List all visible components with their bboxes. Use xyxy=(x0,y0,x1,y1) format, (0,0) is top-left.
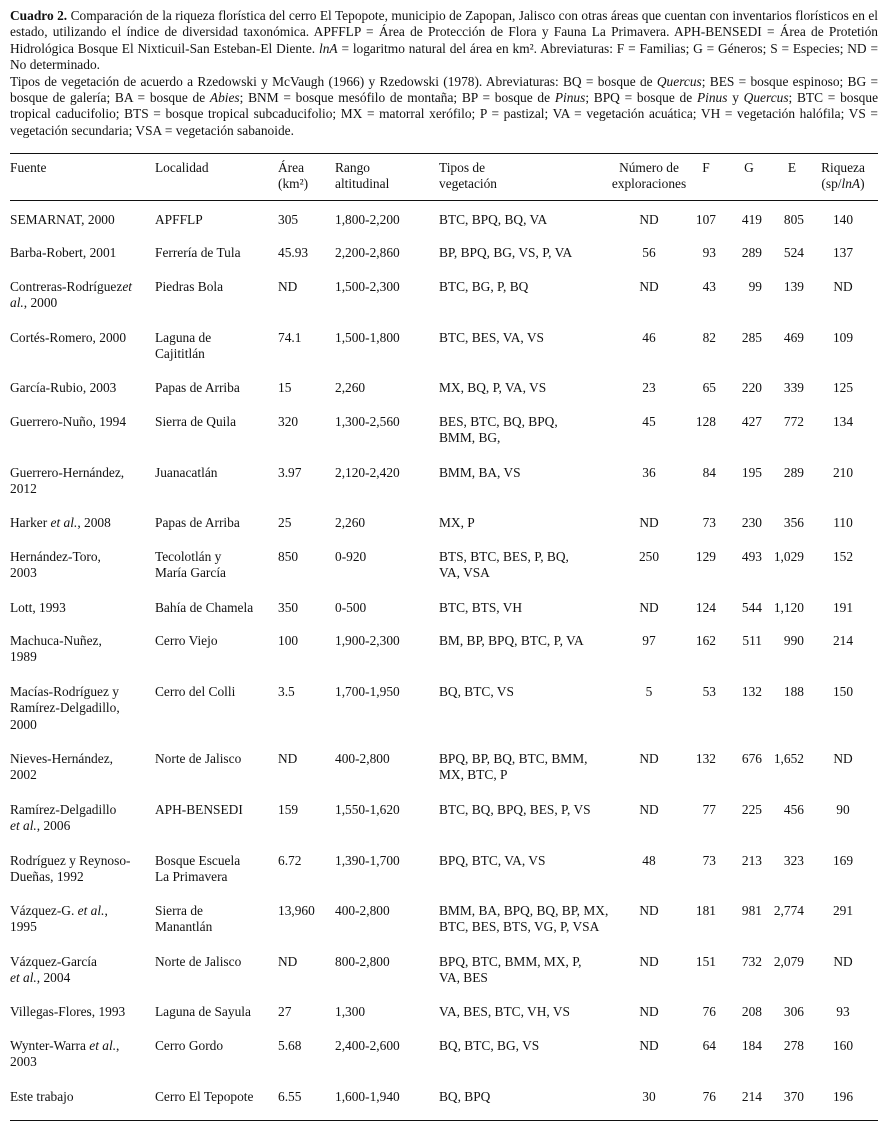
cell-area: 45.93 xyxy=(278,245,309,260)
cell-rango: 0-920 xyxy=(335,549,367,564)
cell-tipos: BTC, BTS, VH xyxy=(439,600,523,615)
cell-f: 43 xyxy=(702,279,716,294)
cell-rango: 1,550-1,620 xyxy=(335,802,400,817)
cell-num: ND xyxy=(639,1038,659,1053)
cell-area: 5.68 xyxy=(278,1038,302,1053)
caption-text: ; BTC = bosque tropical caducifolio; BTS = bosque tropical subcaducifolio; MX = matorral xerófilo; P = pastizal; VA = vegetación acuática; VH = vegetación halófila; VS = vegetación secundaria; VSA = vegetación sabanoide. xyxy=(10,90,879,138)
cell-g: 195 xyxy=(741,465,762,480)
cell-riq: 191 xyxy=(832,600,854,615)
cell-area: 15 xyxy=(278,380,292,395)
caption-paragraph-1 xyxy=(10,8,878,74)
cell-fuente: Nieves-Hernández, 2002 xyxy=(10,751,113,783)
cell-e: 339 xyxy=(783,380,804,395)
caption-text: = logaritmo natural del área en km². Abreviaturas: F = Familias; G = Géneros; S = Especies; ND = No determinado. xyxy=(10,40,878,73)
cell-e: 323 xyxy=(783,853,804,868)
cell-riq: 152 xyxy=(832,549,854,564)
cell-e: 524 xyxy=(783,245,804,260)
cell-e: 805 xyxy=(783,212,804,227)
caption-text: ; BES = bosque espinoso; BG = bosque de galería; BA = bosque de xyxy=(10,73,878,106)
cell-localidad: Sierra de Quila xyxy=(155,414,237,429)
cell-e: 469 xyxy=(783,330,804,345)
cell-e: 370 xyxy=(783,1089,804,1104)
cell-rango: 400-2,800 xyxy=(335,751,390,766)
caption-text: Tipos de vegetación de acuerdo a Rzedowski y McVaugh (1966) y Rzedowski (1978). Abreviaturas: BQ = bosque de xyxy=(10,73,653,89)
cell-f: 124 xyxy=(695,600,716,615)
cell-fuente: Villegas-Flores, 1993 xyxy=(10,1004,126,1019)
cell-f: 93 xyxy=(702,245,716,260)
cell-rango: 1,390-1,700 xyxy=(335,853,400,868)
cell-rango: 2,400-2,600 xyxy=(335,1038,400,1053)
header-tipos: Tipos de vegetación xyxy=(439,160,497,192)
table-top-rule xyxy=(10,153,878,154)
cell-rango: 2,260 xyxy=(335,380,366,395)
cell-e: 456 xyxy=(783,802,804,817)
caption-text: ; BPQ = bosque de xyxy=(585,90,693,106)
header-e: E xyxy=(787,160,797,175)
caption-text: ; BNM = bosque mesófilo de montaña; BP = bosque de xyxy=(239,90,551,106)
caption-text: Comparación de la riqueza florística del cerro El Tepopote, municipio de Zapopan, Jalisco con otras áreas que cuentan con inventarios florísticos en el estado, utilizando el índice de diversidad taxonómica. APFFLP = Área de Protección de Flora y Fauna La Primavera. APH-BENSEDI = Área de Protetión Hidrológica Bosque El Nixticuil-San Esteban-El Diente. xyxy=(10,8,878,56)
cell-g: 184 xyxy=(741,1038,762,1053)
cell-fuente: Vázquez-G. et al., 1995 xyxy=(10,903,108,935)
caption-text: y xyxy=(732,90,739,106)
cell-e: 1,029 xyxy=(773,549,804,564)
cell-fuente: Machuca-Nuñez, 1989 xyxy=(10,633,102,665)
cell-localidad: Cerro del Colli xyxy=(155,684,236,699)
cell-tipos: VA, BES, BTC, VH, VS xyxy=(439,1004,570,1019)
cell-fuente: Ramírez-Delgadillo et al., 2006 xyxy=(10,802,117,834)
cell-f: 181 xyxy=(695,903,716,918)
cell-f: 162 xyxy=(695,633,716,648)
cell-rango: 1,500-2,300 xyxy=(335,279,400,294)
cell-e: 139 xyxy=(783,279,804,294)
cell-num: 36 xyxy=(642,465,656,480)
cell-rango: 1,700-1,950 xyxy=(335,684,400,699)
cell-tipos: BMM, BA, BPQ, BQ, BP, MX, BTC, BES, BTS, VG, P, VSA xyxy=(439,903,609,935)
cell-num: ND xyxy=(639,600,659,615)
cell-g: 220 xyxy=(741,380,762,395)
cell-num: ND xyxy=(639,954,659,969)
cell-g: 230 xyxy=(741,515,762,530)
cell-localidad: Sierra de Manantlán xyxy=(155,903,213,935)
cell-area: 74.1 xyxy=(278,330,302,345)
cell-riq: 169 xyxy=(832,853,854,868)
cell-g: 427 xyxy=(741,414,762,429)
cell-e: 1,120 xyxy=(773,600,804,615)
cell-tipos: BPQ, BP, BQ, BTC, BMM, MX, BTC, P xyxy=(439,751,588,783)
header-rango: Rango altitudinal xyxy=(335,160,390,192)
table-header-rule xyxy=(10,200,878,201)
cell-e: 289 xyxy=(783,465,804,480)
cell-localidad: Bahía de Chamela xyxy=(155,600,254,615)
cell-rango: 2,200-2,860 xyxy=(335,245,400,260)
cell-localidad: APFFLP xyxy=(155,212,203,227)
cell-riq: 214 xyxy=(832,633,854,648)
cell-tipos: MX, BQ, P, VA, VS xyxy=(439,380,547,395)
cell-num: 45 xyxy=(642,414,656,429)
cell-tipos: BTC, BG, P, BQ xyxy=(439,279,529,294)
cell-num: 30 xyxy=(642,1089,656,1104)
cell-num: 46 xyxy=(642,330,656,345)
caption-taxon: Pinus xyxy=(554,90,586,106)
cell-rango: 1,800-2,200 xyxy=(335,212,400,227)
cell-area: 25 xyxy=(278,515,292,530)
cell-g: 214 xyxy=(741,1089,762,1104)
cell-riq: 291 xyxy=(832,903,854,918)
cell-tipos: BTC, BES, VA, VS xyxy=(439,330,544,345)
cell-tipos: BTC, BQ, BPQ, BES, P, VS xyxy=(439,802,591,817)
cell-riq: 140 xyxy=(832,212,854,227)
cell-f: 132 xyxy=(695,751,716,766)
cell-num: 48 xyxy=(642,853,656,868)
cell-f: 151 xyxy=(695,954,716,969)
cell-rango: 800-2,800 xyxy=(335,954,390,969)
cell-localidad: Papas de Arriba xyxy=(155,515,240,530)
header-localidad: Localidad xyxy=(155,160,209,175)
cell-num: 56 xyxy=(642,245,656,260)
cell-tipos: MX, P xyxy=(439,515,475,530)
cell-rango: 2,260 xyxy=(335,515,366,530)
cell-g: 132 xyxy=(741,684,762,699)
cell-e: 188 xyxy=(783,684,804,699)
cell-fuente: Guerrero-Hernández, 2012 xyxy=(10,465,125,497)
cell-g: 493 xyxy=(741,549,762,564)
cell-rango: 1,500-1,800 xyxy=(335,330,400,345)
cell-e: 2,079 xyxy=(773,954,804,969)
cell-riq: ND xyxy=(833,751,853,766)
cell-f: 128 xyxy=(695,414,716,429)
cell-e: 1,652 xyxy=(773,751,804,766)
cell-area: 100 xyxy=(278,633,299,648)
cell-area: 13,960 xyxy=(278,903,315,918)
cell-localidad: Juanacatlán xyxy=(155,465,218,480)
cell-fuente: Este trabajo xyxy=(10,1089,74,1104)
caption-label: Cuadro 2. xyxy=(10,8,68,23)
caption-taxon: Abies xyxy=(209,90,240,106)
cell-f: 76 xyxy=(702,1089,716,1104)
cell-num: 23 xyxy=(642,380,656,395)
cell-rango: 400-2,800 xyxy=(335,903,390,918)
cell-riq: 109 xyxy=(832,330,854,345)
cell-area: 3.5 xyxy=(278,684,295,699)
cell-area: ND xyxy=(278,279,298,294)
cell-area: 6.72 xyxy=(278,853,302,868)
cell-riq: 134 xyxy=(832,414,854,429)
cell-area: 6.55 xyxy=(278,1089,302,1104)
table-caption xyxy=(10,8,878,139)
cell-tipos: BQ, BPQ xyxy=(439,1089,491,1104)
cell-area: 350 xyxy=(278,600,299,615)
cell-tipos: BPQ, BTC, VA, VS xyxy=(439,853,546,868)
cell-num: ND xyxy=(639,279,659,294)
cell-riq: ND xyxy=(833,279,853,294)
cell-rango: 1,300 xyxy=(335,1004,366,1019)
cell-area: 320 xyxy=(278,414,299,429)
cell-localidad: Cerro Gordo xyxy=(155,1038,224,1053)
cell-riq: 160 xyxy=(832,1038,854,1053)
cell-f: 77 xyxy=(702,802,716,817)
cell-area: 159 xyxy=(278,802,299,817)
cell-area: 27 xyxy=(278,1004,292,1019)
cell-g: 225 xyxy=(741,802,762,817)
cell-fuente: Vázquez-García et al., 2004 xyxy=(10,954,97,986)
cell-e: 772 xyxy=(783,414,804,429)
cell-tipos: BQ, BTC, BG, VS xyxy=(439,1038,540,1053)
cell-riq: 90 xyxy=(836,802,850,817)
cell-localidad: APH-BENSEDI xyxy=(155,802,243,817)
caption-taxon: Pinus xyxy=(696,90,728,106)
cell-f: 76 xyxy=(702,1004,716,1019)
cell-rango: 0-500 xyxy=(335,600,367,615)
cell-rango: 1,300-2,560 xyxy=(335,414,400,429)
cell-localidad: Norte de Jalisco xyxy=(155,751,242,766)
cell-g: 732 xyxy=(741,954,762,969)
cell-f: 53 xyxy=(702,684,716,699)
cell-num: 5 xyxy=(645,684,653,699)
cell-num: 97 xyxy=(642,633,656,648)
cell-riq: 150 xyxy=(832,684,854,699)
cell-riq: 110 xyxy=(833,515,853,530)
cell-tipos: BP, BPQ, BG, VS, P, VA xyxy=(439,245,573,260)
cell-g: 213 xyxy=(741,853,762,868)
cell-g: 544 xyxy=(741,600,762,615)
cell-tipos: BTC, BPQ, BQ, VA xyxy=(439,212,548,227)
cell-rango: 1,600-1,940 xyxy=(335,1089,400,1104)
cell-localidad: Ferrería de Tula xyxy=(155,245,241,260)
cell-f: 84 xyxy=(702,465,716,480)
header-fuente: Fuente xyxy=(10,160,47,175)
cell-fuente: Cortés-Romero, 2000 xyxy=(10,330,127,345)
cell-e: 306 xyxy=(783,1004,804,1019)
cell-e: 356 xyxy=(783,515,804,530)
cell-tipos: BES, BTC, BQ, BPQ, BMM, BG, xyxy=(439,414,558,446)
cell-f: 64 xyxy=(702,1038,716,1053)
cell-fuente: Hernández-Toro, 2003 xyxy=(10,549,101,581)
cell-f: 73 xyxy=(702,853,716,868)
caption-lnA: lnA xyxy=(318,40,338,56)
cell-f: 82 xyxy=(702,330,716,345)
cell-f: 73 xyxy=(702,515,716,530)
cell-fuente: Contreras-Rodríguezet al., 2000 xyxy=(10,279,132,311)
cell-fuente: García-Rubio, 2003 xyxy=(10,380,117,395)
cell-g: 676 xyxy=(741,751,762,766)
cell-localidad: Cerro Viejo xyxy=(155,633,218,648)
cell-g: 419 xyxy=(741,212,762,227)
cell-tipos: BQ, BTC, VS xyxy=(439,684,514,699)
header-riqueza: Riqueza (sp/lnA) xyxy=(821,160,865,192)
cell-riq: 210 xyxy=(832,465,854,480)
cell-num: ND xyxy=(639,751,659,766)
cell-fuente: SEMARNAT, 2000 xyxy=(10,212,115,227)
cell-tipos: BMM, BA, VS xyxy=(439,465,521,480)
cell-localidad: Tecolotlán y María García xyxy=(155,549,227,581)
cell-area: 3.97 xyxy=(278,465,302,480)
cell-f: 107 xyxy=(695,212,716,227)
cell-num: ND xyxy=(639,802,659,817)
cell-num: ND xyxy=(639,212,659,227)
cell-rango: 2,120-2,420 xyxy=(335,465,400,480)
cell-g: 511 xyxy=(742,633,762,648)
cell-f: 65 xyxy=(702,380,716,395)
cell-e: 278 xyxy=(783,1038,804,1053)
header-exploraciones: Número de exploraciones xyxy=(611,160,687,192)
cell-fuente: Lott, 1993 xyxy=(10,600,66,615)
header-g: G xyxy=(744,160,754,175)
cell-fuente: Harker et al., 2008 xyxy=(10,515,111,530)
cell-area: ND xyxy=(278,954,298,969)
cell-e: 2,774 xyxy=(773,903,804,918)
cell-e: 990 xyxy=(783,633,804,648)
cell-fuente: Wynter-Warra et al., 2003 xyxy=(10,1038,120,1070)
cell-g: 285 xyxy=(741,330,762,345)
cell-fuente: Rodríguez y Reynoso- Dueñas, 1992 xyxy=(10,853,131,885)
cell-g: 208 xyxy=(741,1004,762,1019)
cell-num: ND xyxy=(639,1004,659,1019)
caption-taxon: Quercus xyxy=(656,73,702,89)
cell-riq: 125 xyxy=(832,380,854,395)
cell-fuente: Macías-Rodríguez y Ramírez-Delgadillo, 2000 xyxy=(10,684,120,732)
cell-riq: ND xyxy=(833,954,853,969)
cell-localidad: Laguna de Cajititlán xyxy=(155,330,212,362)
cell-area: ND xyxy=(278,751,298,766)
caption-taxon: Quercus xyxy=(743,90,789,106)
cell-rango: 1,900-2,300 xyxy=(335,633,400,648)
cell-area: 305 xyxy=(278,212,299,227)
header-area: Área (km²) xyxy=(278,160,309,192)
cell-num: ND xyxy=(639,903,659,918)
cell-fuente: Barba-Robert, 2001 xyxy=(10,245,117,260)
cell-tipos: BTS, BTC, BES, P, BQ, VA, VSA xyxy=(439,549,569,581)
cell-localidad: Piedras Bola xyxy=(155,279,224,294)
cell-localidad: Norte de Jalisco xyxy=(155,954,242,969)
caption-paragraph-2 xyxy=(10,74,878,140)
cell-num: 250 xyxy=(638,549,660,564)
cell-riq: 196 xyxy=(832,1089,854,1104)
cell-riq: 137 xyxy=(832,245,854,260)
cell-tipos: BM, BP, BPQ, BTC, P, VA xyxy=(439,633,584,648)
cell-f: 129 xyxy=(695,549,716,564)
cell-localidad: Papas de Arriba xyxy=(155,380,240,395)
cell-tipos: BPQ, BTC, BMM, MX, P, VA, BES xyxy=(439,954,582,986)
table-bottom-rule xyxy=(10,1120,878,1121)
cell-area: 850 xyxy=(278,549,299,564)
cell-g: 981 xyxy=(741,903,762,918)
cell-localidad: Bosque Escuela La Primavera xyxy=(155,853,241,885)
cell-g: 289 xyxy=(741,245,762,260)
cell-g: 99 xyxy=(748,279,762,294)
cell-localidad: Cerro El Tepopote xyxy=(155,1089,254,1104)
cell-num: ND xyxy=(639,515,659,530)
cell-riq: 93 xyxy=(836,1004,850,1019)
header-f: F xyxy=(702,160,710,175)
cell-fuente: Guerrero-Nuño, 1994 xyxy=(10,414,127,429)
cell-localidad: Laguna de Sayula xyxy=(155,1004,251,1019)
